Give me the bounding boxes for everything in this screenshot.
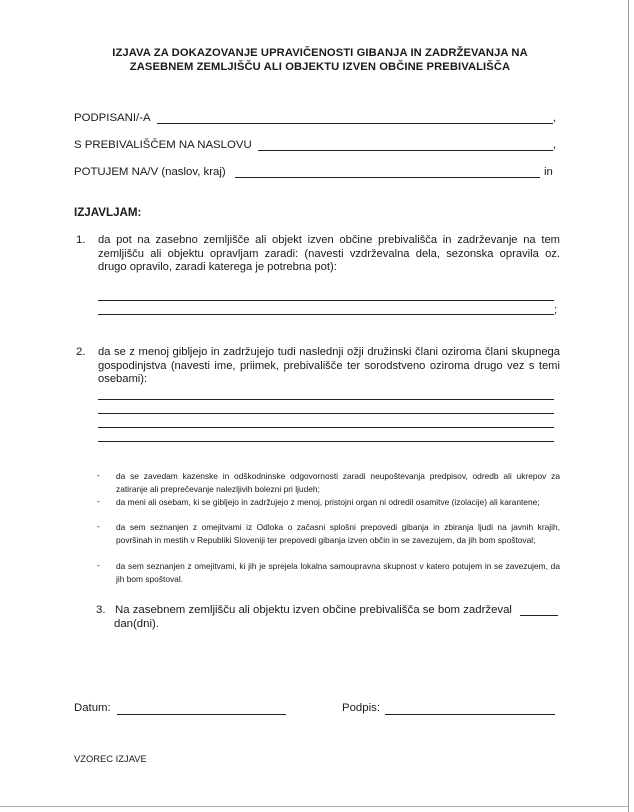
item-2-number: 2.	[76, 346, 86, 358]
item-3-suffix: dan(dni).	[114, 618, 159, 630]
item-3-text: Na zasebnem zemljišču ali objektu izven občine prebivališča se bom zadrževal	[115, 604, 512, 616]
item-1-text: da pot na zasebno zemljišče ali objekt izven občine prebivališča in zadrževanje na tem zemljišču ali objektu opravljam zaradi: (navesti vzdrževalna dela, sezonska opravila oz. drugo opravilo, zaradi katerega je potrebna pot):	[98, 234, 560, 273]
sample-label: VZOREC IZJAVE	[74, 753, 147, 764]
signature-label: Podpis:	[342, 702, 380, 714]
travel-line[interactable]	[235, 177, 540, 178]
signer-label: PODPISANI/-A	[74, 112, 151, 124]
item-3	[96, 603, 566, 617]
item-1-semicolon: ;	[554, 304, 558, 316]
item-2-line-4[interactable]	[98, 441, 554, 442]
item-2-line-1[interactable]	[98, 399, 554, 400]
page-edge-bottom	[0, 806, 629, 807]
residence-label: S PREBIVALIŠČEM NA NASLOVU	[74, 139, 252, 151]
item-1-line-1[interactable]	[98, 300, 554, 301]
bullet-text-2: da meni ali osebam, ki se gibljejo in zadržujejo z menoj, pristojni organ ni odredil osamitve (izolacije) ali karantene;	[116, 497, 540, 507]
item-2-text: da se z menoj gibljejo in zadržujejo tudi naslednji ožji družinski člani oziroma člani skupnega gospodinjstva (navesti ime, priimek, prebivališče ter sorodstveno oziroma drugo vez s temi osebami):	[98, 346, 560, 385]
page-edge-right	[628, 0, 629, 812]
item-2-line-2[interactable]	[98, 413, 554, 414]
title-line-2: ZASEBNEM ZEMLJIŠČU ALI OBJEKTU IZVEN OBČINE PREBIVALIŠČA	[129, 61, 511, 73]
travel-label: POTUJEM NA/V (naslov, kraj)	[74, 166, 226, 178]
bullet-text-1: da se zavedam kazenske in odškodninske odgovornosti zaradi neupoštevanja predpisov, odredb ali ukrepov za zatiranje ali preprečevanje nalezljivih bolezni pri ljudeh;	[116, 471, 560, 494]
date-line[interactable]	[117, 714, 286, 715]
bullet-dash-2: -	[97, 496, 100, 506]
residence-line[interactable]	[258, 150, 553, 151]
residence-comma: ,	[553, 139, 557, 151]
signer-line[interactable]	[157, 123, 553, 124]
item-1-number: 1.	[76, 234, 86, 246]
bullet-dash-1: -	[97, 470, 100, 480]
signature-line[interactable]	[385, 714, 555, 715]
item-3-number: 3.	[96, 604, 106, 616]
signer-comma: ,	[553, 112, 557, 124]
item-3-days-line[interactable]	[520, 615, 558, 616]
bullet-dash-3: -	[97, 521, 100, 531]
bullet-text-3: da sem seznanjen z omejitvami iz Odloka o začasni splošni prepovedi gibanja in zbiranja ljudi na javnih krajih, površinah in mestih v Republiki Sloveniji ter prepovedi gibanja izven občin in se zavezujem, da jih bom spoštoval;	[116, 522, 560, 545]
bullet-dash-4: -	[97, 560, 100, 570]
travel-in: in	[544, 166, 553, 178]
item-2-line-3[interactable]	[98, 427, 554, 428]
date-label: Datum:	[74, 702, 111, 714]
bullet-text-4: da sem seznanjen z omejitvami, ki jih je sprejela lokalna samoupravna skupnost v katero potujem in se zavezujem, da jih bom spoštoval.	[116, 561, 560, 584]
title-line-1: IZJAVA ZA DOKAZOVANJE UPRAVIČENOSTI GIBANJA IN ZADRŽEVANJA NA	[112, 47, 528, 59]
document-title	[60, 46, 580, 74]
item-1-line-2[interactable]	[98, 314, 554, 315]
declare-heading: IZJAVLJAM:	[74, 206, 142, 219]
